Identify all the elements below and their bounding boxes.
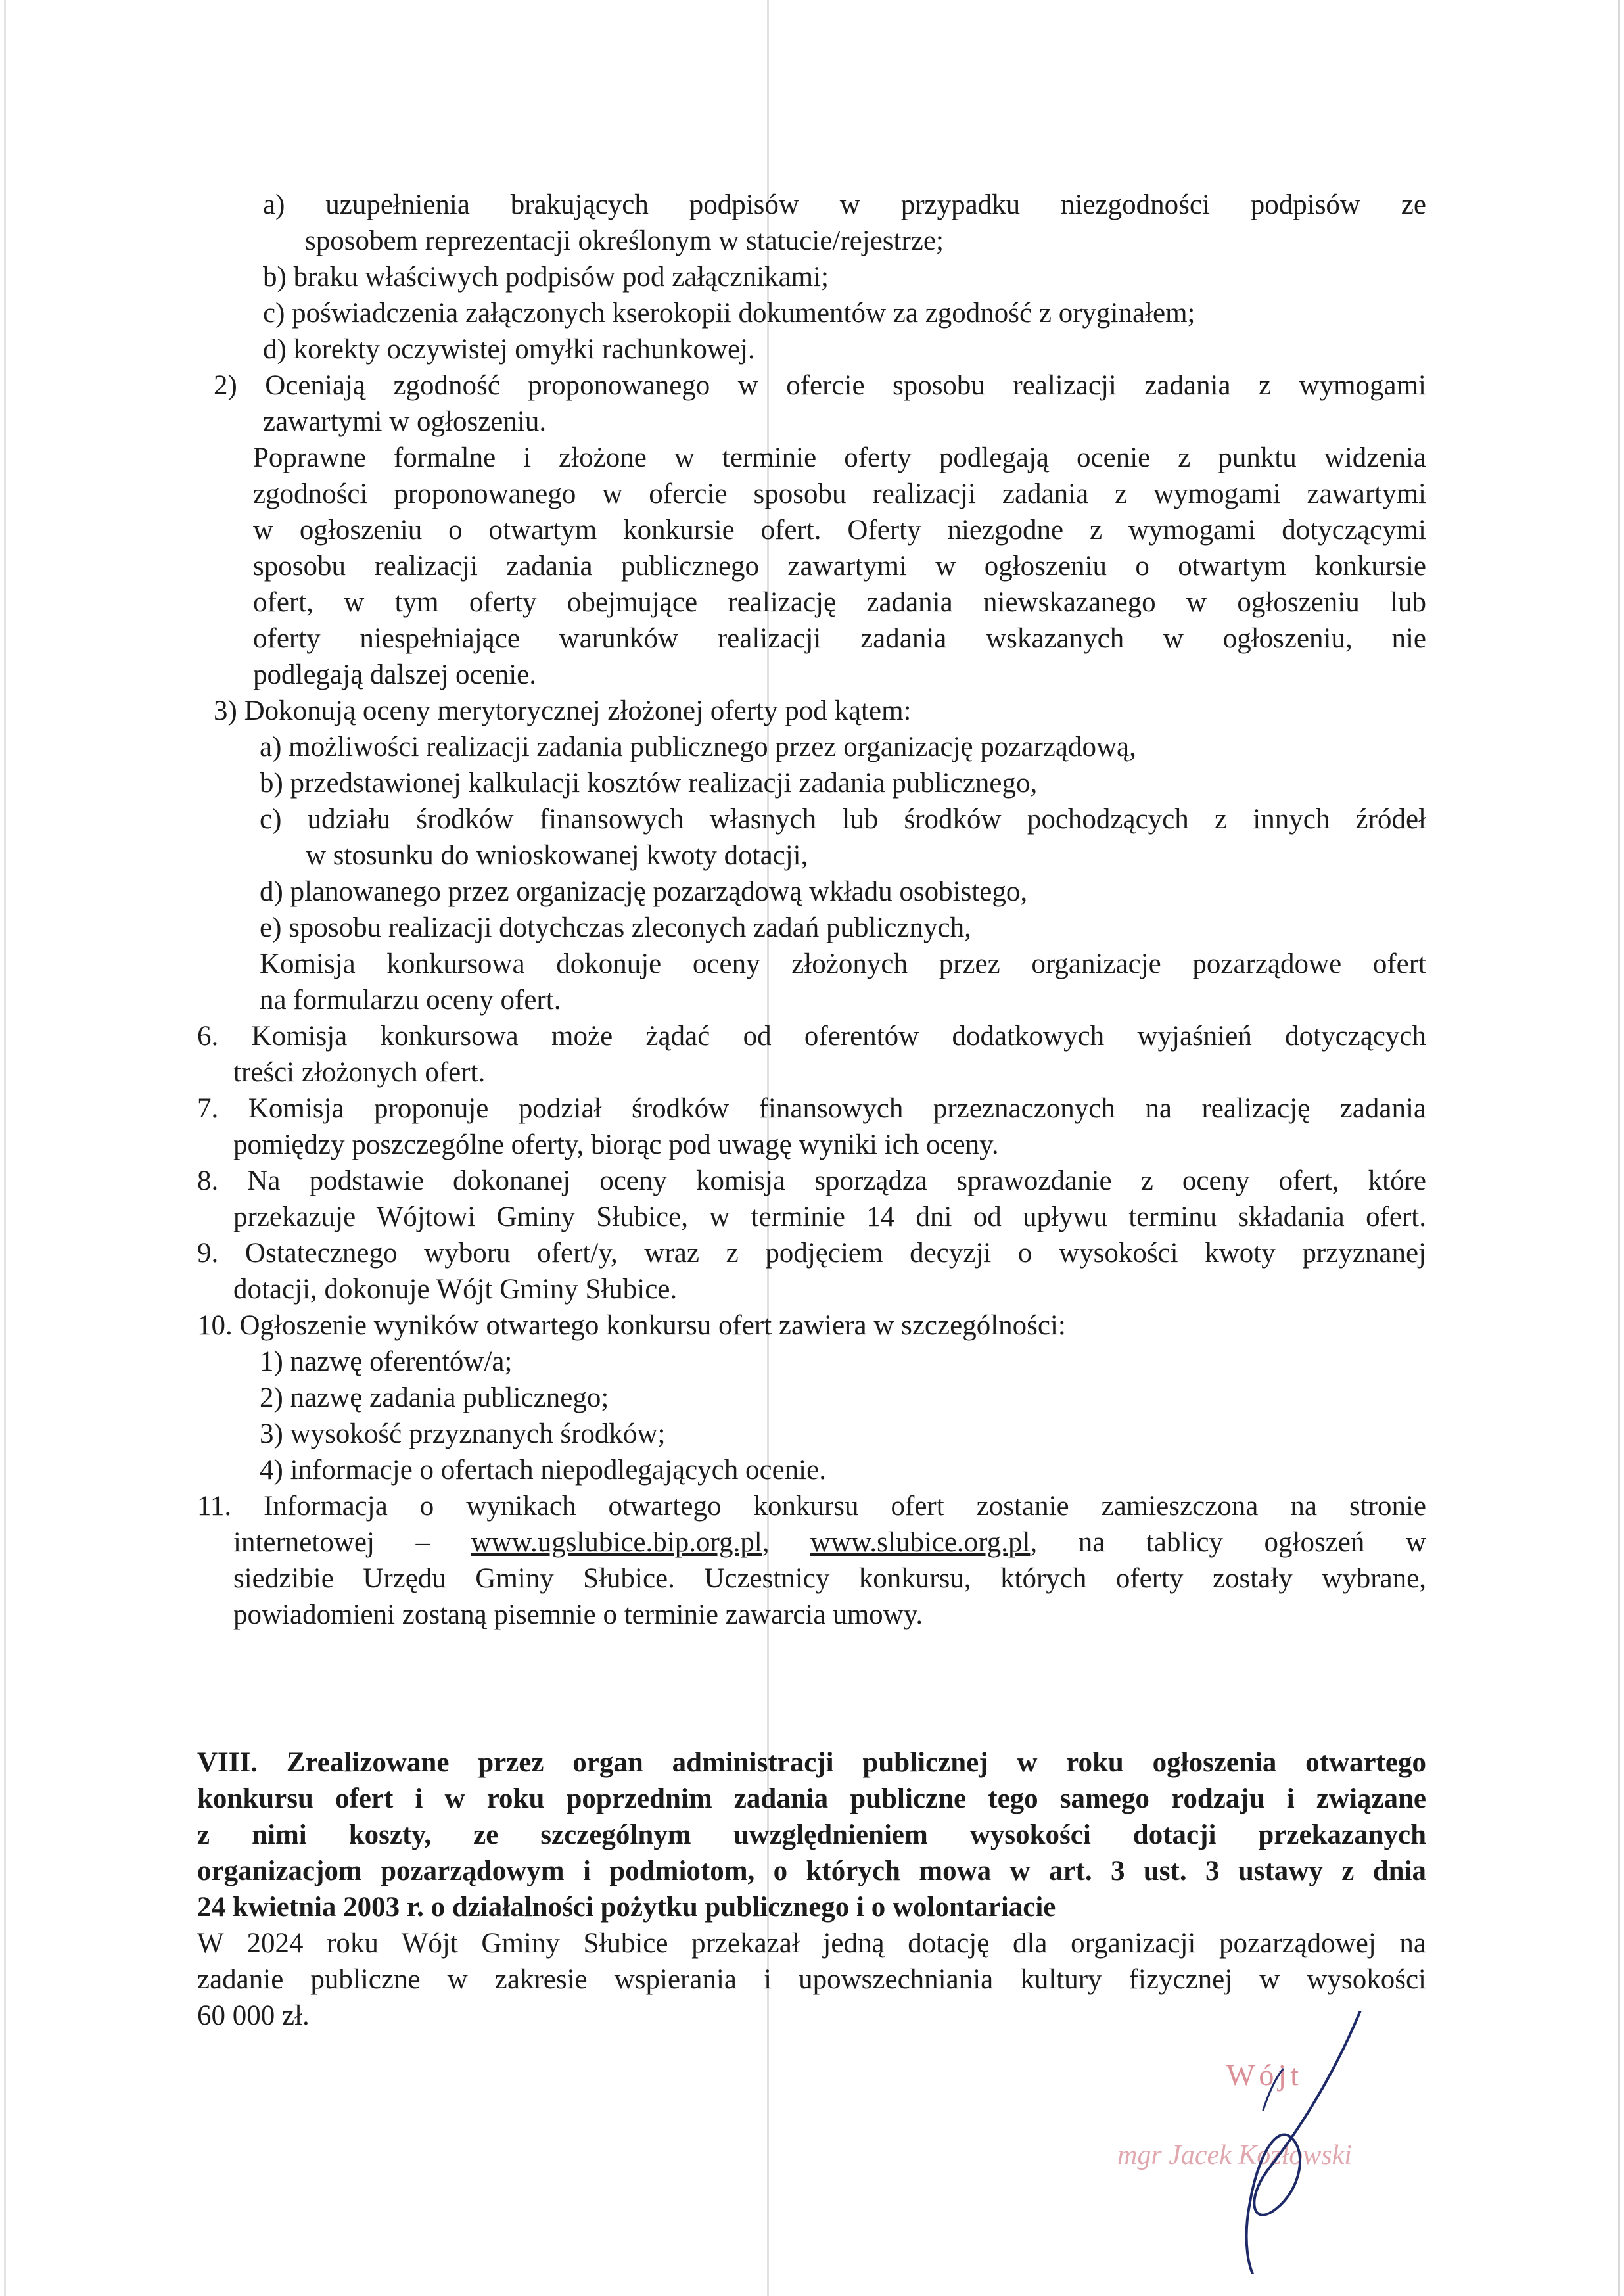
section-heading-line: z nimi koszty, ze szczególnym uwzględnieniem wysokości dotacji przekazanych [197, 1819, 1426, 1850]
text-fragment: , na tablicy ogłoszeń w [1030, 1527, 1426, 1558]
section-heading-line: organizacjom pozarządowym i podmiotom, o których mowa w art. 3 ust. 3 ustawy z dnia [197, 1856, 1426, 1886]
list-item-e: e) sposobu realizacji dotychczas zleconych zadań publicznych, [260, 912, 971, 943]
bip-link[interactable]: www.ugslubice.bip.org.pl [471, 1527, 762, 1558]
section-heading-viii: VIII. Zrealizowane przez organ administracji publicznej w roku ogłoszenia otwartego [197, 1747, 1426, 1778]
point-2-cont: zawartymi w ogłoszeniu. [263, 406, 547, 437]
point-10: 10. Ogłoszenie wyników otwartego konkursu ofert zawiera w szczególności: [197, 1310, 1066, 1341]
paragraph-line: na formularzu oceny ofert. [260, 985, 561, 1016]
point-7-cont: pomiędzy poszczególne oferty, biorąc pod uwagę wyniki ich oceny. [233, 1129, 999, 1160]
paragraph-line: Poprawne formalne i złożone w terminie oferty podlegają ocenie z punktu widzenia [253, 442, 1426, 473]
point-11-links-line [233, 1525, 1426, 1562]
text-fragment: , [762, 1527, 811, 1558]
list-item-a-cont: sposobem reprezentacji określonym w statucie/rejestrze; [305, 225, 944, 256]
paragraph-line: ofert, w tym oferty obejmujące realizację zadania niewskazanego w ogłoszeniu lub [253, 587, 1426, 618]
list-item-1: 1) nazwę oferentów/a; [260, 1346, 513, 1377]
page-edge [4, 0, 6, 2296]
stamp-title: Wójt [1226, 2058, 1303, 2092]
page-edge [1618, 0, 1620, 2296]
point-9: 9. Ostatecznego wyboru ofert/y, wraz z podjęciem decyzji o wysokości kwoty przyznanej [197, 1238, 1426, 1269]
text-fragment: internetowej – [233, 1527, 471, 1558]
point-9-cont: dotacji, dokonuje Wójt Gminy Słubice. [233, 1274, 678, 1305]
handwritten-signature [1104, 2011, 1446, 2274]
list-item-b: b) braku właściwych podpisów pod załącznikami; [263, 262, 829, 293]
section-heading-line: 24 kwietnia 2003 r. o działalności pożytku publicznego i o wolontariacie [197, 1892, 1056, 1923]
list-item-d: d) korekty oczywistej omyłki rachunkowej. [263, 334, 755, 365]
signature-stamp-area [1104, 2011, 1446, 2274]
list-item-c: c) poświadczenia załączonych kserokopii dokumentów za zgodność z oryginałem; [263, 298, 1195, 329]
list-item-4: 4) informacje o ofertach niepodlegających ocenie. [260, 1455, 826, 1486]
list-item-a: a) możliwości realizacji zadania publicznego przez organizację pozarządową, [260, 732, 1136, 762]
paragraph-line: W 2024 roku Wójt Gminy Słubice przekazał jedną dotację dla organizacji pozarządowej na [197, 1928, 1426, 1959]
point-11-cont: powiadomieni zostaną pisemnie o terminie zawarcia umowy. [233, 1599, 923, 1630]
paragraph-line: oferty niespełniające warunków realizacji zadania wskazanych w ogłoszeniu, nie [253, 623, 1426, 654]
paragraph-line: zgodności proponowanego w ofercie sposobu realizacji zadania z wymogami zawartymi [253, 479, 1426, 509]
paragraph-line: 60 000 zł. [197, 2000, 310, 2031]
point-8: 8. Na podstawie dokonanej oceny komisja sporządza sprawozdanie z oceny ofert, które [197, 1165, 1426, 1196]
point-2: 2) Oceniają zgodność proponowanego w ofercie sposobu realizacji zadania z wymogami [214, 370, 1426, 401]
point-11: 11. Informacja o wynikach otwartego konkursu ofert zostanie zamieszczona na stronie [197, 1491, 1426, 1522]
paragraph-line: podlegają dalszej ocenie. [253, 659, 536, 690]
paragraph-line: w ogłoszeniu o otwartym konkursie ofert. Oferty niezgodne z wymogami dotyczącymi [253, 515, 1426, 546]
paragraph-line: Komisja konkursowa dokonuje oceny złożonych przez organizacje pozarządowe ofert [260, 949, 1426, 979]
point-11-cont: siedzibie Urzędu Gminy Słubice. Uczestnicy konkursu, których oferty zostały wybrane, [233, 1563, 1426, 1594]
paragraph-line: sposobu realizacji zadania publicznego zawartymi w ogłoszeniu o otwartym konkursie [253, 551, 1426, 582]
list-item-c-cont: w stosunku do wnioskowanej kwoty dotacji, [306, 840, 808, 871]
point-3: 3) Dokonują oceny merytorycznej złożonej oferty pod kątem: [214, 695, 912, 726]
section-heading-line: konkursu ofert i w roku poprzednim zadania publiczne tego samego rodzaju i związane [197, 1783, 1426, 1814]
list-item-a: a) uzupełnienia brakujących podpisów w przypadku niezgodności podpisów ze [263, 189, 1426, 220]
list-item-b: b) przedstawionej kalkulacji kosztów realizacji zadania publicznego, [260, 768, 1038, 799]
point-7: 7. Komisja proponuje podział środków finansowych przeznaczonych na realizację zadania [197, 1093, 1426, 1124]
point-6: 6. Komisja konkursowa może żądać od oferentów dodatkowych wyjaśnień dotyczących [197, 1021, 1426, 1052]
website-link[interactable]: www.slubice.org.pl [810, 1527, 1031, 1558]
point-8-cont: przekazuje Wójtowi Gminy Słubice, w terminie 14 dni od upływu terminu składania ofert. [233, 1202, 1426, 1232]
point-6-cont: treści złożonych ofert. [233, 1057, 486, 1088]
list-item-d: d) planowanego przez organizację pozarządową wkładu osobistego, [260, 876, 1028, 907]
list-item-3: 3) wysokość przyznanych środków; [260, 1418, 666, 1449]
list-item-2: 2) nazwę zadania publicznego; [260, 1382, 609, 1413]
paragraph-line: zadanie publiczne w zakresie wspierania i upowszechniania kultury fizycznej w wysokości [197, 1964, 1426, 1995]
stamp-name: mgr Jacek Kozłowski [1117, 2140, 1352, 2170]
list-item-c: c) udziału środków finansowych własnych lub środków pochodzących z innych źródeł [260, 804, 1426, 835]
